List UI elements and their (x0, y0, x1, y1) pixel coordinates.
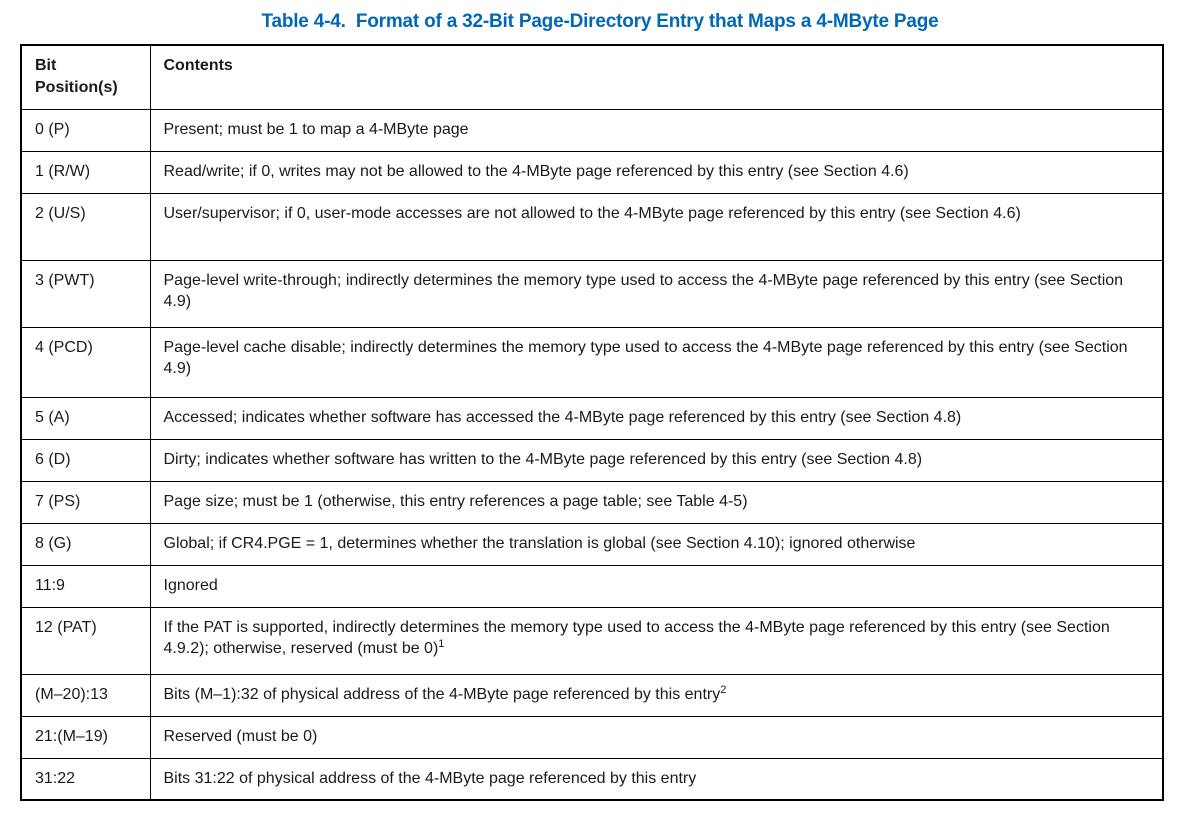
contents-text: Reserved (must be 0) (163, 727, 318, 745)
header-row (21, 45, 1163, 109)
table-row (21, 565, 1163, 607)
contents-text: Global; if CR4.PGE = 1, determines whether the translation is global (see Section 4.10); ignored otherwise (163, 534, 916, 552)
contents-cell (150, 327, 1163, 397)
table-row (21, 716, 1163, 758)
bit-cell: 8 (G) (21, 523, 150, 565)
header-contents: Contents (150, 45, 1163, 109)
table-row (21, 523, 1163, 565)
bit-cell: 7 (PS) (21, 481, 150, 523)
bit-cell: 4 (PCD) (21, 327, 150, 397)
bit-cell: 2 (U/S) (21, 193, 150, 260)
table-row (21, 193, 1163, 260)
contents-text: Ignored (163, 576, 218, 594)
contents-cell (150, 151, 1163, 193)
table-row (21, 481, 1163, 523)
bit-cell: 11:9 (21, 565, 150, 607)
contents-cell (150, 397, 1163, 439)
footnote-ref: 1 (438, 638, 445, 651)
table-body (21, 109, 1163, 800)
table-row (21, 260, 1163, 327)
bit-cell: 0 (P) (21, 109, 150, 151)
contents-cell (150, 260, 1163, 327)
contents-text: If the PAT is supported, indirectly determines the memory type used to access the 4-MByte page referenced by this entry (see Section 4.9.2); otherwise, reserved (must be 0) (163, 618, 1110, 658)
bit-cell: 1 (R/W) (21, 151, 150, 193)
table-row (21, 758, 1163, 800)
contents-cell (150, 716, 1163, 758)
contents-text: Accessed; indicates whether software has accessed the 4-MByte page referenced by this entry (see Section 4.8) (163, 408, 962, 426)
contents-cell (150, 439, 1163, 481)
contents-cell (150, 481, 1163, 523)
bit-cell: (M–20):13 (21, 674, 150, 716)
bit-cell: 21:(M–19) (21, 716, 150, 758)
page-directory-entry-table (20, 44, 1164, 801)
table-row (21, 397, 1163, 439)
bit-cell: 3 (PWT) (21, 260, 150, 327)
contents-text: Page size; must be 1 (otherwise, this entry references a page table; see Table 4-5) (163, 492, 748, 510)
contents-text: Page-level cache disable; indirectly determines the memory type used to access the 4-MByte page referenced by this entry (see Section 4.9) (163, 338, 1128, 378)
table-header (21, 45, 1163, 109)
contents-cell (150, 758, 1163, 800)
page-title: Table 4-4. Format of a 32-Bit Page-Directory Entry that Maps a 4-MByte Page (261, 11, 939, 32)
contents-text: Bits 31:22 of physical address of the 4-MByte page referenced by this entry (163, 769, 697, 787)
bit-cell: 5 (A) (21, 397, 150, 439)
contents-text: Page-level write-through; indirectly determines the memory type used to access the 4-MByte page referenced by this entry (see Section 4.9) (163, 271, 1124, 311)
contents-text: Bits (M–1):32 of physical address of the 4-MByte page referenced by this entry (163, 685, 721, 703)
contents-cell (150, 607, 1163, 674)
bit-cell: 12 (PAT) (21, 607, 150, 674)
bit-cell: 31:22 (21, 758, 150, 800)
contents-text: Dirty; indicates whether software has written to the 4-MByte page referenced by this entry (see Section 4.8) (163, 450, 923, 468)
table-row (21, 439, 1163, 481)
contents-cell (150, 674, 1163, 716)
contents-cell (150, 109, 1163, 151)
bit-cell: 6 (D) (21, 439, 150, 481)
contents-cell (150, 193, 1163, 260)
header-bit-positions: Bit Position(s) (21, 45, 150, 109)
table-row (21, 607, 1163, 674)
table-row (21, 151, 1163, 193)
table-row (21, 109, 1163, 151)
contents-text: Present; must be 1 to map a 4-MByte page (163, 120, 469, 138)
table-row (21, 327, 1163, 397)
contents-cell (150, 523, 1163, 565)
contents-cell (150, 565, 1163, 607)
contents-text: User/supervisor; if 0, user-mode accesses are not allowed to the 4-MByte page referenced by this entry (see Section 4.6) (163, 204, 1021, 222)
table-row (21, 674, 1163, 716)
contents-text: Read/write; if 0, writes may not be allowed to the 4-MByte page referenced by this entry (see Section 4.6) (163, 162, 909, 180)
footnote-ref: 2 (720, 683, 727, 696)
